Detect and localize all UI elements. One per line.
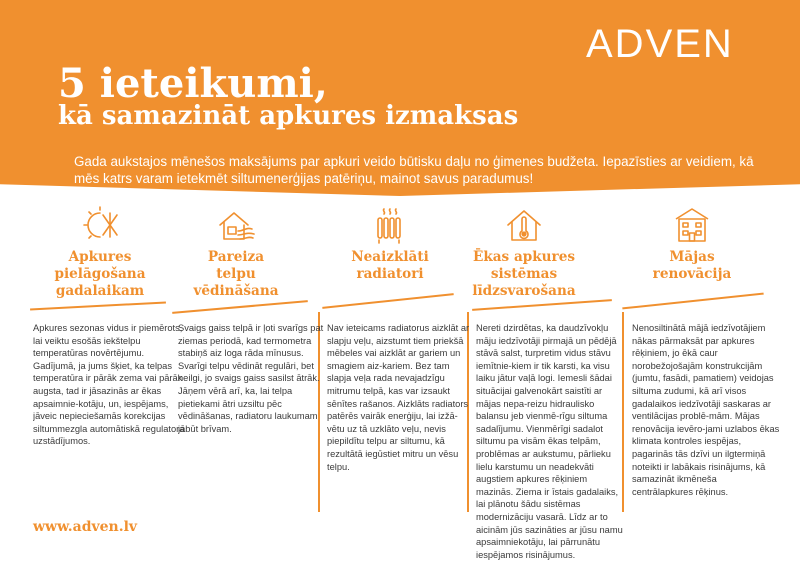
- tip-2-heading-line1: Pareiza: [207, 249, 265, 265]
- tip-3-body: Nav ieteicams radiatorus aizklāt ar slapju veļu, aizstumt tiem priekšā mēbeles vai aizklāt ar gariem un smagiem aiz-kariem. Bez tam slapja veļa rada nevajadzīgu mitrumu telpā, kas var izsaukt sēnītes rašanos. Aizklāts radiators patērēs vairāk enerģiju, lai izžā-vētu uz tā uzklāto veļu, nevis piepildītu telpu ar siltumu, kā rezultātā iegūstiet mitru un vēsu telpu.: [327, 323, 470, 472]
- tip-1-heading-line2: pielāgošana: [54, 266, 146, 282]
- tip-1-underline: [30, 301, 166, 310]
- house-ventilation-icon: [216, 205, 256, 245]
- tip-2-heading-line3: vēdināšana: [193, 283, 279, 299]
- tip-4-underline: [472, 299, 612, 311]
- tip-5-header: [620, 205, 764, 283]
- tip-5-underline: [622, 293, 763, 310]
- tip-3-header: [318, 205, 462, 283]
- tip-4-body: Nereti dzirdētas, ka daudzīvokļu māju iedzīvotāji pirmajā un pēdējā stāvā salst, turpretim vidus stāvu iemītnie-kiem ir tik karsti, ka visu laiku jātur vaļā logi. Iemesli šādai situācijai galvenokārt saistīti ar mājas nepa-reizu hidraulisko balansu jeb vienmē-rīgu siltuma sadalījumu. Vienmērīgi sadalot siltumu pa visām ēkas telpām, problēmas ar aukstumu, pārlieku lielu karstumu un neadekvāti augstiem apkures rēķiniem mazinās. Ziema ir īstais gadalaiks, lai plānotu šādu sistēmas modernizāciju vasarā. Līdz ar to aicinām jūs sazināties ar jūsu namu apsaimniekotāju, lai pārrunātu iespējamos risinājumus.: [476, 323, 623, 560]
- tip-5-body: Nenosiltinātā mājā iedzīvotājiem nākas pārmaksāt par apkures rēķiniem, jo ēkā caur norobežojošajām konstrukcijām (jumtu, fasādi, pamatiem) veidojas siltuma zudumi, kā arī visos gadalaikos iedzīvotāji saskaras ar ventilācijas problē-mām. Mājas renovācija ievēro-jami uzlabos ēkas klimata kontroles iespējas, pagarinās tās dzīvi un ilgtermiņā noteikti ir labākais risinājums, kā samazināt ikmēneša centrālapkures rēķinus.: [632, 323, 780, 497]
- building-icon: [672, 205, 712, 245]
- tip-1-heading-line1: Apkures: [68, 249, 132, 265]
- page-title-line2: kā samazināt apkures izmaksas: [58, 101, 519, 131]
- tip-1-header: [28, 205, 172, 300]
- tip-3-heading-line2: radiatori: [356, 266, 424, 282]
- website-link[interactable]: www.adven.lv: [33, 519, 138, 535]
- tip-4-heading-line1: Ēkas apkures: [472, 249, 576, 265]
- house-thermometer-icon: [504, 205, 544, 245]
- tip-5-heading-line2: renovācija: [652, 266, 732, 282]
- tip-1-body: Apkures sezonas vidus ir piemērots, lai veiktu esošās iekštelpu temperatūras novērtējumu. Gadījumā, ja jums šķiet, ka telpas temperatūra ir pārāk zema vai pārāk augsta, tad ir jāsazinās ar ēkas apsaimnie-kotāju, un, iespējams, jāveic nepieciešamās korekcijas siltummezgla automātiskā regulatora uzstādījumos.: [33, 323, 185, 447]
- tip-3-underline: [322, 293, 453, 309]
- intro-text: Gada aukstajos mēnešos maksājums par apkuri veido būtisku daļu no ģimenes budžeta. Iepazīsties ar veidiem, kā mēs katrs varam ietekmēt siltumenerģijas patēriņu, mainot savus paradumus!: [74, 154, 754, 186]
- page-title-line1: 5 ieteikumi,: [58, 60, 328, 107]
- radiator-icon: [370, 205, 410, 245]
- tip-4-heading-line3: līdzsvarošana: [472, 283, 576, 299]
- weather-sun-snow-icon: [80, 205, 120, 245]
- tip-2-body: Svaigs gaiss telpā ir ļoti svarīgs pat ziemas periodā, kad termometra stabiņš aiz loga rāda mīnusus. Svarīgi telpu vēdināt regulāri, bet neilgi, jo svaigs gaiss sasilst ātrāk. Jāņem vērā arī, ka, lai telpa pietiekami ātri uzsiltu pēc vēdināšanas, radiatoru laukumam jābūt brīvam.: [178, 323, 324, 434]
- tip-1-heading-line3: gadalaikam: [55, 283, 145, 299]
- adven-logo: ADVEN: [586, 22, 734, 66]
- tip-2-underline: [172, 300, 308, 314]
- tip-5-heading-line1: Mājas: [669, 249, 715, 265]
- tip-3-heading-line1: Neaizklāti: [351, 249, 429, 265]
- tip-2-header: [164, 205, 308, 300]
- tip-4-heading-line2: sistēmas: [490, 266, 558, 282]
- tip-4-header: [452, 205, 596, 300]
- tip-2-heading-line2: telpu: [216, 266, 256, 282]
